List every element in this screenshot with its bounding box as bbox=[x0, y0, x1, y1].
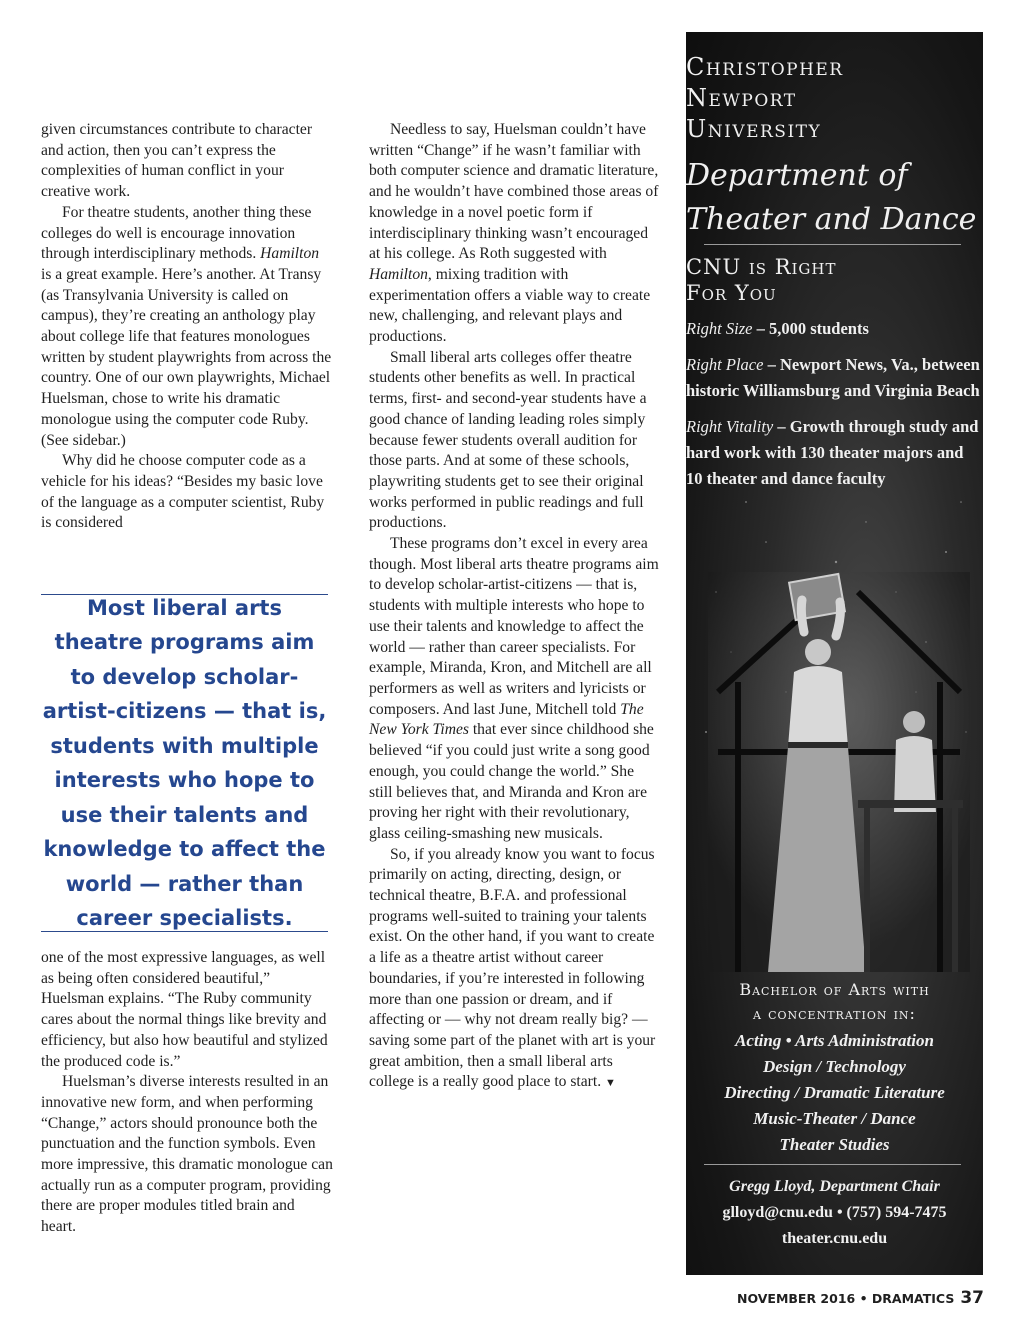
divider bbox=[704, 244, 961, 245]
concentration-item: Directing / Dramatic Literature bbox=[724, 1083, 945, 1102]
italic-title: Hamilton bbox=[369, 265, 428, 283]
text-run: Needless to say, Huelsman couldn’t have written “Change” if he wasn’t familiar with both computer science and dramatic literature, and he wouldn’t have combined those areas of knowledge in a novel poetic form if interdisciplinary thinking wasn’t encouraged at his college. As Roth suggested with bbox=[369, 121, 659, 263]
contact-block bbox=[686, 1174, 983, 1252]
tagline bbox=[686, 254, 983, 306]
degree-line: a concentration in: bbox=[753, 1004, 916, 1023]
fact-item bbox=[686, 414, 983, 492]
text-run: is a great example. Here’s another. At Transy (as Transylvania University is called on campus), they’re creating an anthology play about college life that features monologues written by student playwrights from across the country. One of our own playwrights, Michael Huelsman, chose to write his dramatic monologue using the computer code Ruby. (See sidebar.) bbox=[41, 265, 332, 449]
page-number: 37 bbox=[960, 1288, 984, 1308]
degree-line: Bachelor of Arts with bbox=[739, 980, 930, 999]
university-name-line: Newport bbox=[686, 84, 797, 112]
fact-label: Right Size bbox=[686, 319, 753, 338]
pull-quote bbox=[41, 594, 328, 932]
concentration-item: Acting • Arts Administration bbox=[735, 1031, 934, 1050]
text-run: These programs don’t excel in every area though. Most liberal arts theatre programs aim to develop scholar-artist-citizens — that is, students with multiple interests who hope to use their talents and knowledge to affect the world — rather than career specialists. For example, Miranda, Kron, and Mitchell are all performers as well as writers and lyricists or composers. And last June, Mitchell told bbox=[369, 535, 659, 718]
stage-production-photo bbox=[708, 572, 970, 972]
fact-label: Right Place bbox=[686, 355, 764, 374]
university-name bbox=[686, 52, 983, 145]
pull-quote-text: Most liberal arts theatre programs aim to develop scholar-artist-citizens — that is, students with multiple interests who hope to use their talents and knowledge to affect the world — rather than career specialists. bbox=[42, 595, 327, 930]
fact-label: Right Vitality bbox=[686, 417, 774, 436]
department-chair: Gregg Lloyd, Department Chair bbox=[729, 1178, 940, 1195]
page-footer bbox=[737, 1288, 984, 1308]
degree-heading bbox=[686, 978, 983, 1026]
tagline-line: For You bbox=[686, 281, 777, 305]
paragraph: Huelsman’s diverse interests resulted in an innovative new form, and when performing “Change,” actors should pronounce both the punctuation and the function symbols. Even more impressive, this dramatic monologue can actually run as a computer program, providing there are proper modules titled brain and heart. bbox=[41, 1073, 333, 1236]
department-line: Department of bbox=[686, 158, 908, 193]
department-name bbox=[686, 154, 983, 242]
university-name-line: Christopher bbox=[686, 53, 844, 81]
fact-item bbox=[686, 352, 983, 404]
italic-title: Hamilton bbox=[260, 245, 320, 263]
concentration-item: Theater Studies bbox=[779, 1135, 890, 1154]
column-2 bbox=[369, 120, 659, 1094]
fact-text: – Newport News, Va., between historic Williamsburg and Virginia Beach bbox=[686, 355, 980, 400]
text-run: that ever since childhood she believed “if you could just write a song good enough, you could change the world.” She still believes that, and Miranda and Kron are proving her right with their revolutionary, glass ceiling-smashing new musicals. bbox=[369, 721, 654, 842]
issue-label: NOVEMBER 2016 • DRAMATICS bbox=[736, 1291, 955, 1306]
facts-list bbox=[686, 316, 983, 502]
paragraph: Why did he choose computer code as a vehicle for his ideas? “Besides my basic love of the language as a computer scientist, Ruby is considered bbox=[41, 452, 325, 532]
fact-text: – Growth through study and hard work with 130 theater majors and 10 theater and dance faculty bbox=[686, 417, 979, 488]
fact-item bbox=[686, 316, 983, 342]
concentration-item: Music-Theater / Dance bbox=[753, 1109, 916, 1128]
text-run: So, if you already know you want to focus primarily on acting, directing, design, or technical theatre, B.F.A. and professional programs well-suited to training your talents exist. On the other hand, if you want to create a life as a theatre artist without career boundaries, if you’re interested in following more than one passion or dream, and if affecting or — why not dream really big? — saving some part of the planet with art is your great ambition, then a small liberal arts college is a really good place to start. bbox=[369, 845, 656, 1091]
italic-title: The New York Times bbox=[369, 700, 644, 739]
website-link[interactable]: theater.cnu.edu bbox=[781, 1230, 888, 1247]
text-run: For theatre students, another thing these colleges do well is encourage innovation through interdisciplinary methods. bbox=[41, 203, 312, 263]
end-of-article-icon: ▼ bbox=[605, 1077, 616, 1090]
concentration-item: Design / Technology bbox=[763, 1057, 906, 1076]
department-line: Theater and Dance bbox=[686, 202, 977, 237]
university-name-line: University bbox=[686, 115, 822, 143]
divider bbox=[704, 1164, 961, 1165]
concentrations-list bbox=[686, 1028, 983, 1158]
column-1-top bbox=[41, 120, 333, 534]
paragraph bbox=[369, 534, 659, 845]
paragraph: Small liberal arts colleges offer theatre students other benefits as well. In practical terms, first- and second-year students have a good chance of landing leading roles simply because fewer students overall audition for those parts. And at some of these schools, playwriting students get to see their original works performed in public readings and full productions. bbox=[369, 348, 647, 532]
paragraph bbox=[369, 845, 659, 1094]
paragraph bbox=[41, 203, 333, 451]
cnu-advertisement[interactable] bbox=[686, 32, 983, 1275]
tagline-line: CNU is Right bbox=[686, 255, 837, 279]
text-run: , mixing tradition with experimentation offers a viable way to create new, challenging, and relevant plays and productions. bbox=[369, 265, 651, 346]
fact-text: – 5,000 students bbox=[752, 319, 869, 338]
paragraph: given circumstances contribute to character and action, then you can’t express the complexities of human conflict in your creative work. bbox=[41, 121, 313, 201]
email-phone[interactable]: glloyd@cnu.edu • (757) 594-7475 bbox=[722, 1204, 947, 1221]
column-1-bottom bbox=[41, 948, 333, 1238]
paragraph: one of the most expressive languages, as well as being often considered beautiful,” Huelsman explains. “The Ruby community cares about the normal things like brevity and efficiency, but also how beautiful and stylized the produced code is.” bbox=[41, 949, 328, 1070]
paragraph bbox=[369, 120, 659, 348]
